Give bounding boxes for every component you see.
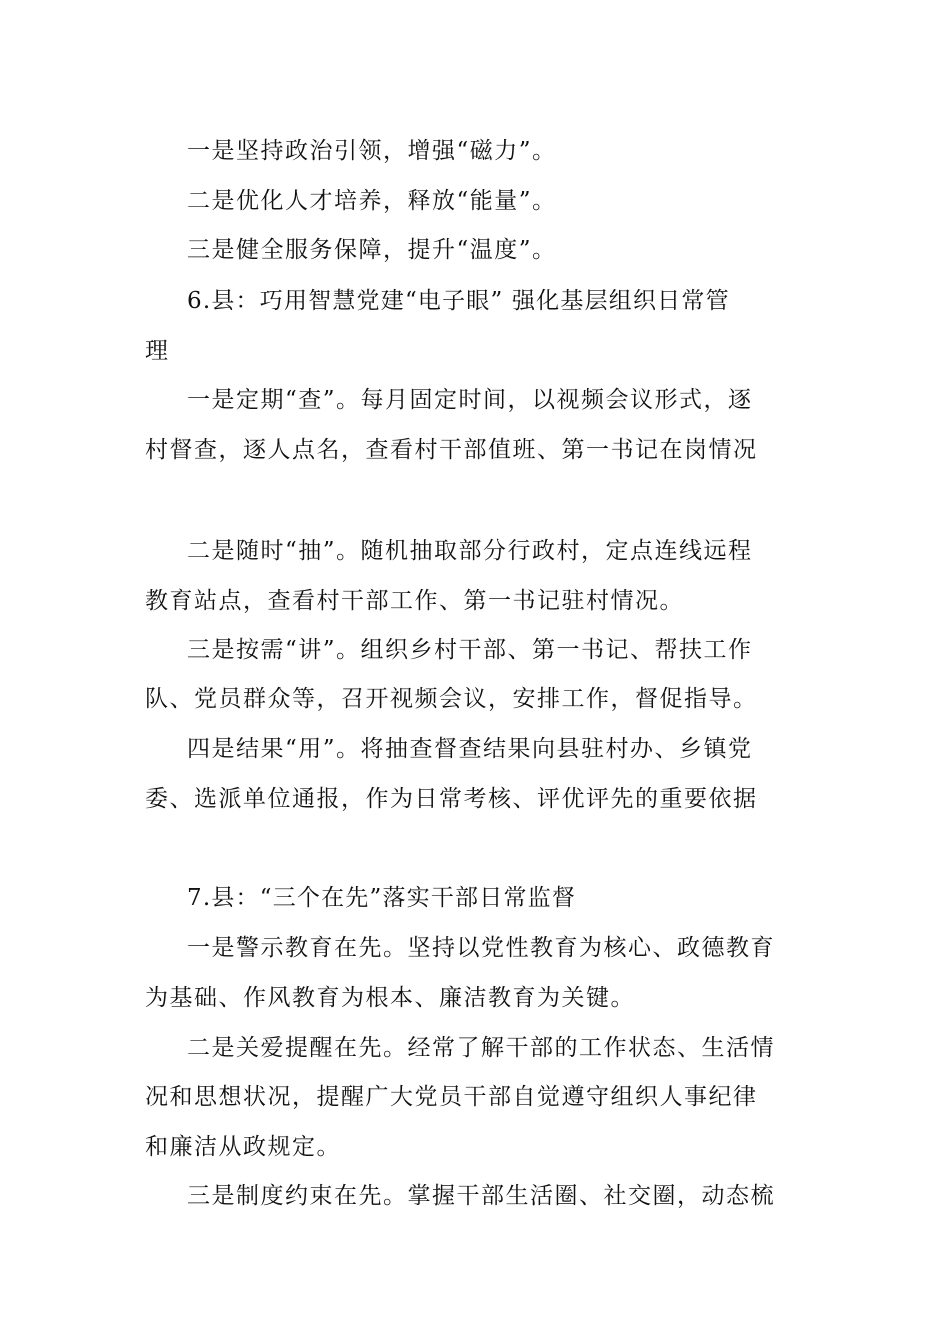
section-heading-continued: 理	[145, 338, 170, 364]
paragraph-line: 二是关爱提醒在先。经常了解干部的工作状态、生活情	[187, 1035, 775, 1061]
section-heading: 7.县：“三个在先”落实干部日常监督	[187, 885, 577, 911]
section-heading: 6.县：巧用智慧党建“电子眼” 强化基层组织日常管	[187, 288, 730, 314]
paragraph-line: 三是按需“讲”。组织乡村干部、第一书记、帮扶工作	[187, 637, 753, 663]
paragraph-line: 为基础、作风教育为根本、廉洁教育为关键。	[145, 985, 635, 1011]
paragraph-line: 四是结果“用”。将抽查督查结果向县驻村办、乡镇党	[187, 736, 753, 762]
paragraph-line: 一是定期“查”。每月固定时间，以视频会议形式，逐	[187, 387, 753, 413]
paragraph-line: 二是随时“抽”。随机抽取部分行政村，定点连线远程	[187, 538, 753, 564]
paragraph-line: 况和思想状况，提醒广大党员干部自觉遵守组织人事纪律	[145, 1084, 758, 1110]
paragraph-line: 委、选派单位通报，作为日常考核、评优评先的重要依据	[145, 786, 758, 812]
paragraph-line: 教育站点，查看村干部工作、第一书记驻村情况。	[145, 588, 684, 614]
paragraph-line: 三是制度约束在先。掌握干部生活圈、社交圈，动态梳	[187, 1183, 775, 1209]
paragraph-line: 二是优化人才培养，释放“能量”。	[187, 188, 557, 214]
paragraph-line: 和廉洁从政规定。	[145, 1134, 341, 1160]
paragraph-line: 村督查，逐人点名，查看村干部值班、第一书记在岗情况	[145, 437, 758, 463]
paragraph-line: 三是健全服务保障，提升“温度”。	[187, 237, 557, 263]
paragraph-line: 一是坚持政治引领，增强“磁力”。	[187, 138, 557, 164]
paragraph-line: 队、党员群众等，召开视频会议，安排工作，督促指导。	[145, 686, 758, 712]
paragraph-line: 一是警示教育在先。坚持以党性教育为核心、政德教育	[187, 935, 775, 961]
